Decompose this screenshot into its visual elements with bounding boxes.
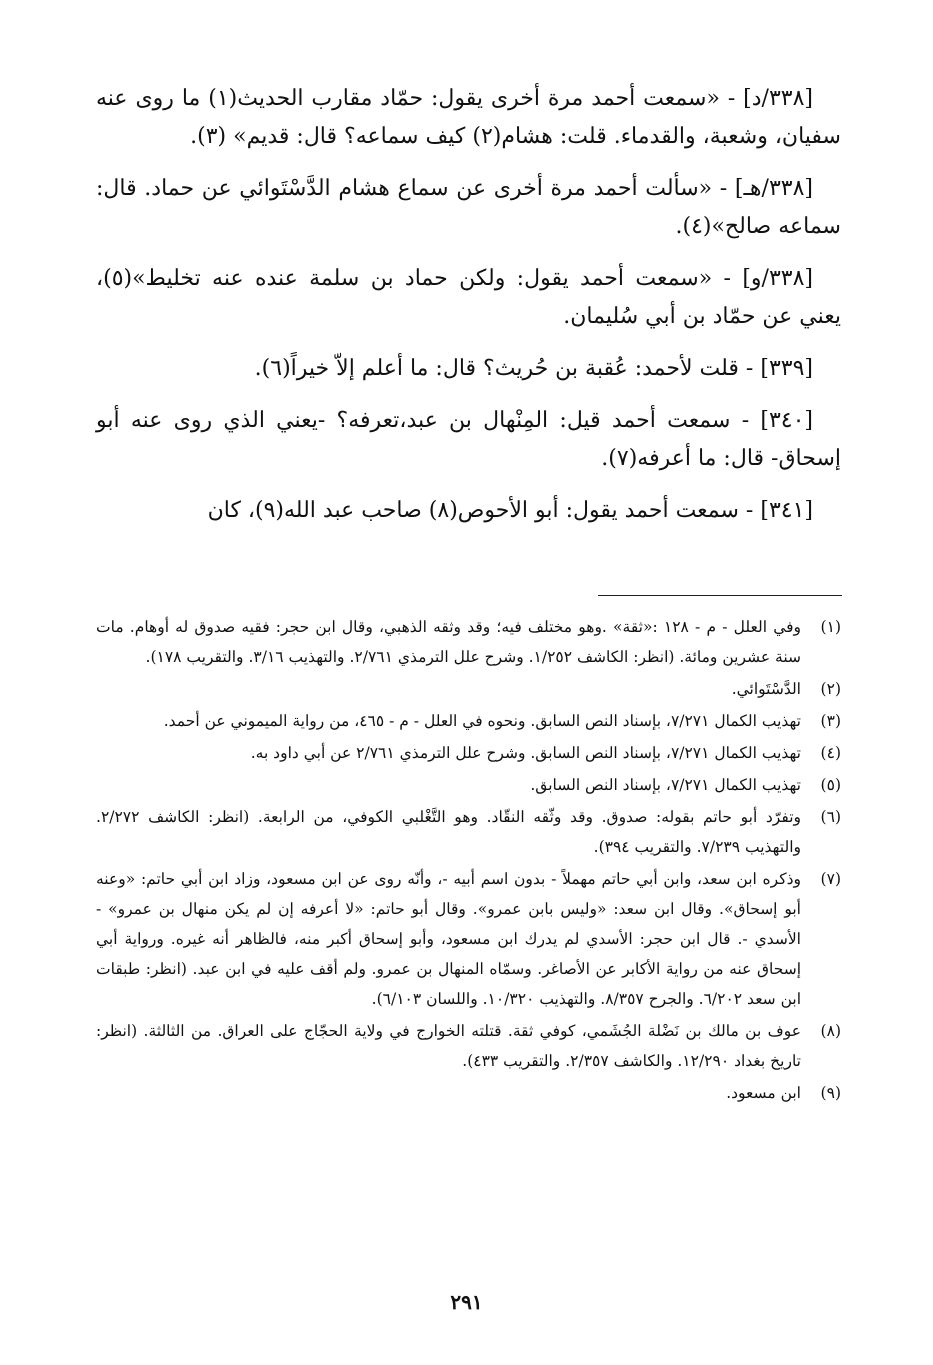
footnote-number: (٨) (820, 1022, 841, 1040)
footnote-text: وتفرّد أبو حاتم بقوله: صدوق. وقد وثّقه النقّاد. وهو التَّغْلبي الكوفي، من الرابعة. (انظر: الكاشف ٢/٢٧٢. والتهذيب ٧/٢٣٩. والتقريب ٣٩٤). (96, 808, 801, 856)
footnote-3 (96, 706, 841, 736)
footnote-text: وفي العلل - م - ١٢٨ :«ثقة» .وهو مختلف فيه؛ وقد وثقه الذهبي، وقال ابن حجر: فقيه صدوق له أوهام. مات سنة عشرين ومائة. (انظر: الكاشف ١/٢٥٢. وشرح علل الترمذي ٢/٧٦١. والتهذيب ٣/١٦. والتقريب ١٧٨). (96, 618, 802, 666)
footnote-text: ابن مسعود. (726, 1084, 801, 1102)
footnotes (96, 612, 841, 1110)
footnote-text: عوف بن مالك بن نَضْلة الجُشَمي، كوفي ثقة. قتلته الخوارج في ولاية الحجّاج على العراق. من الثالثة. (انظر: تاريخ بغداد ١٢/٢٩٠. والكاشف ٢/٣٥٧. والتقريب ٤٣٣). (96, 1022, 801, 1070)
footnote-1 (96, 612, 841, 672)
main-text (96, 80, 841, 544)
paragraph-339: [٣٣٩] - قلت لأحمد: عُقبة بن حُريث؟ قال: ما أعلم إلاّ خيراً(٦). (254, 356, 813, 381)
page-number: ٢٩١ (450, 1290, 483, 1314)
footnote-9 (96, 1078, 841, 1108)
paragraph-338-h: [٣٣٨/هـ] - «سألت أحمد مرة أخرى عن سماع هشام الدَّسْتَوائي عن حماد. قال: سماعه صالح»(٤). (96, 176, 841, 239)
paragraph-340: [٣٤٠] - سمعت أحمد قيل: المِنْهال بن عبد،تعرفه؟ -يعني الذي روى عنه أبو إسحاق- قال: ما أعرفه(٧). (96, 408, 841, 471)
footnote-number: (٦) (820, 808, 841, 826)
footnote-number: (٤) (820, 744, 841, 762)
footnote-text: تهذيب الكمال ٧/٢٧١، بإسناد النص السابق. وشرح علل الترمذي ٢/٧٦١ عن أبي داود به. (250, 744, 801, 762)
footnote-text: الدَّسْتَوائي. (731, 680, 801, 698)
paragraph-341: [٣٤١] - سمعت أحمد يقول: أبو الأحوص(٨) صاحب عبد الله(٩)، كان (207, 498, 813, 523)
footnote-separator (598, 595, 842, 596)
footnote-4 (96, 738, 841, 768)
footnote-number: (٢) (820, 680, 841, 698)
footnote-text: تهذيب الكمال ٧/٢٧١، بإسناد النص السابق. (530, 776, 801, 794)
paragraph-338-d: [٣٣٨/د] - «سمعت أحمد مرة أخرى يقول: حمّاد مقارب الحديث(١) ما روى عنه سفيان، وشعبة، والقدماء. قلت: هشام(٢) كيف سماعه؟ قال: قديم» (٣). (96, 86, 841, 149)
footnote-5 (96, 770, 841, 800)
footnote-text: تهذيب الكمال ٧/٢٧١، بإسناد النص السابق. ونحوه في العلل - م - ٤٦٥، من رواية الميموني عن أحمد. (163, 712, 801, 730)
footnote-number: (١) (820, 618, 841, 636)
footnote-6 (96, 802, 841, 862)
paragraph-338-w: [٣٣٨/و] - «سمعت أحمد يقول: ولكن حماد بن سلمة عنده عنه تخليط»(٥)، يعني عن حمّاد بن أبي سُليمان. (96, 266, 841, 329)
footnote-number: (٥) (820, 776, 841, 794)
footnote-text: وذكره ابن سعد، وابن أبي حاتم مهملاً - بدون اسم أبيه -، وأنّه روى عن ابن مسعود، وزاد ابن أبي حاتم: «وعنه أبو إسحاق». وقال ابن سعد: «وليس بابن عمرو». وقال أبو حاتم: «لا أعرفه إن لم يكن منهال بن عمرو» - الأسدي -. قال ابن حجر: الأسدي لم يدرك ابن مسعود، وأبو إسحاق أكبر منه، فالظاهر أنه غيره. ورواية أبي إسحاق عنه من رواية الأكابر عن الأصاغر. وسمّاه المنهال بن عمرو. ولم أقف عليه في ابن عبد. (انظر: طبقات ابن سعد ٦/٢٠٢. والجرح ٨/٣٥٧. والتهذيب ١٠/٣٢٠. واللسان ٦/١٠٣). (96, 870, 801, 1008)
footnote-8 (96, 1016, 841, 1076)
footnote-number: (٩) (820, 1084, 841, 1102)
footnote-2 (96, 674, 841, 704)
footnote-number: (٧) (820, 870, 841, 888)
footnote-7 (96, 864, 841, 1014)
footnote-number: (٣) (820, 712, 841, 730)
